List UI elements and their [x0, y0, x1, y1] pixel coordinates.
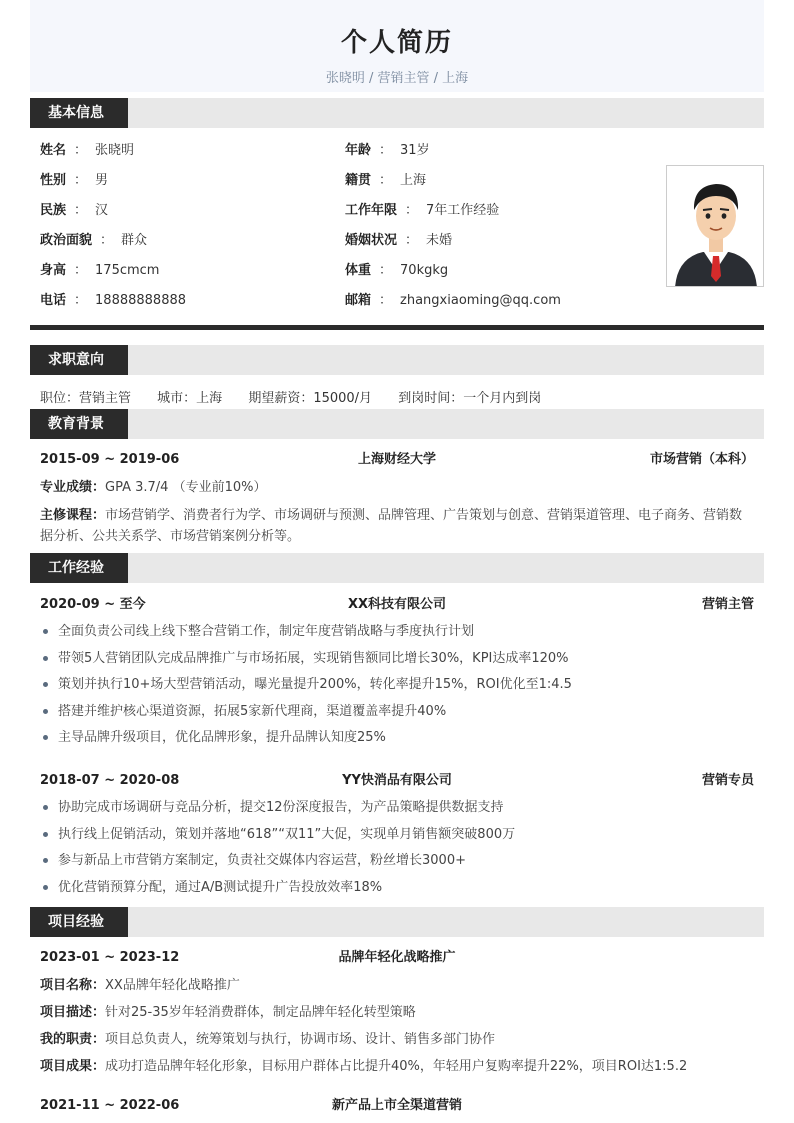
work-title: 营销专员 [701, 773, 754, 788]
intent-salary: 期望薪资：15000/月 [248, 391, 373, 406]
education-school: 上海财经大学 [357, 452, 436, 467]
project-field: 项目成果：成功打造品牌年轻化形象，目标用户群体占比提升40%，年轻用户复购率提升22%，项目ROI达1:5.2 [40, 1059, 688, 1074]
info-marital: 婚姻状况 ： 未婚 [345, 233, 453, 248]
info-weight: 体重 ： 70kgkg [345, 263, 449, 278]
intent-city: 城市：上海 [157, 391, 223, 406]
info-hometown: 籍贯 ： 上海 [345, 173, 427, 188]
education-grade: 专业成绩：GPA 3.7/4 （专业前10%） [40, 480, 267, 495]
work-header-1 [40, 595, 754, 615]
work-duties-1 [40, 622, 754, 755]
work-company: XX科技有限公司 [347, 597, 447, 612]
intent-arrival: 到岗时间：一个月内到岗 [398, 391, 542, 406]
info-gender: 性别 ： 男 [40, 173, 109, 188]
project-period: 2023-01 ~ 2023-12 [40, 950, 180, 965]
section-projects [30, 907, 764, 937]
list-item: 协助完成市场调研与竞品分析，提交12份深度报告，为产品策略提供数据支持 [40, 798, 754, 825]
section-job-intent [30, 345, 764, 375]
project-period: 2021-11 ~ 2022-06 [40, 1098, 180, 1113]
project-field: 项目名称：XX品牌年轻化战略推广 [40, 978, 240, 993]
info-height: 身高 ： 175cmcm [40, 263, 160, 278]
list-item: 带领5人营销团队完成品牌推广与市场拓展，实现销售额同比增长30%，KPI达成率120% [40, 649, 754, 676]
list-item: 全面负责公司线上线下整合营销工作，制定年度营销战略与季度执行计划 [40, 622, 754, 649]
work-period: 2018-07 ~ 2020-08 [40, 773, 180, 788]
work-header-2 [40, 771, 754, 791]
section-work [30, 553, 764, 583]
project-name: 新产品上市全渠道营销 [331, 1098, 462, 1113]
work-duties-2 [40, 798, 754, 904]
work-period: 2020-09 ~ 至今 [40, 597, 146, 612]
info-ethnicity: 民族 ： 汉 [40, 203, 109, 218]
list-item: 执行线上促销活动，策划并落地“618”“双11”大促，实现单月销售额突破800万 [40, 825, 754, 852]
project-header-1 [40, 948, 754, 968]
list-item: 策划并执行10+场大型营销活动，曝光量提升200%，转化率提升15%，ROI优化至1:4.5 [40, 675, 754, 702]
list-item: 主导品牌升级项目，优化品牌形象，提升品牌认知度25% [40, 728, 754, 755]
education-courses: 主修课程：市场营销学、消费者行为学、市场调研与预测、品牌管理、广告策划与创意、营销渠道管理、电子商务、营销数据分析、公共关系学、市场营销案例分析等。 [40, 508, 743, 544]
section-title: 教育背景 [30, 409, 128, 439]
section-basic-info [30, 98, 764, 128]
list-item: 优化营销预算分配，通过A/B测试提升广告投放效率18% [40, 878, 754, 905]
section-title: 求职意向 [30, 345, 128, 375]
project-header-2 [40, 1096, 754, 1116]
page-subtitle: 张晓明 / 营销主管 / 上海 [325, 71, 469, 86]
info-political: 政治面貌 ： 群众 [40, 233, 148, 248]
education-major: 市场营销（本科） [649, 452, 754, 467]
page-title: 个人简历 [340, 28, 453, 58]
education-period: 2015-09 ~ 2019-06 [40, 452, 180, 467]
work-company: YY快消品有限公司 [342, 773, 452, 788]
work-title: 营销主管 [701, 597, 754, 612]
section-title: 基本信息 [30, 98, 128, 128]
info-phone: 电话 ： 18888888888 [40, 293, 187, 308]
list-item: 参与新品上市营销方案制定，负责社交媒体内容运营，粉丝增长3000+ [40, 851, 754, 878]
list-item: 搭建并维护核心渠道资源，拓展5家新代理商，渠道覆盖率提升40% [40, 702, 754, 729]
project-field: 项目描述：针对25-35岁年轻消费群体，制定品牌年轻化转型策略 [40, 1005, 416, 1020]
info-age: 年龄 ： 31岁 [345, 143, 430, 158]
section-title: 项目经验 [30, 907, 128, 937]
divider [30, 325, 764, 330]
section-education [30, 409, 764, 439]
info-work-years: 工作年限 ： 7年工作经验 [345, 203, 500, 218]
avatar [666, 165, 764, 287]
job-intent-row [40, 387, 563, 406]
education-header [40, 450, 754, 470]
section-title: 工作经验 [30, 553, 128, 583]
info-email: 邮箱 ： zhangxiaoming@qq.com [345, 293, 561, 308]
project-name: 品牌年轻化战略推广 [338, 950, 456, 965]
project-field: 我的职责：项目总负责人，统筹策划与执行，协调市场、设计、销售多部门协作 [40, 1032, 496, 1047]
intent-position: 职位：营销主管 [40, 391, 132, 406]
resume-header [30, 0, 764, 92]
info-name: 姓名 ： 张晓明 [40, 143, 135, 158]
avatar-illustration [667, 166, 764, 287]
